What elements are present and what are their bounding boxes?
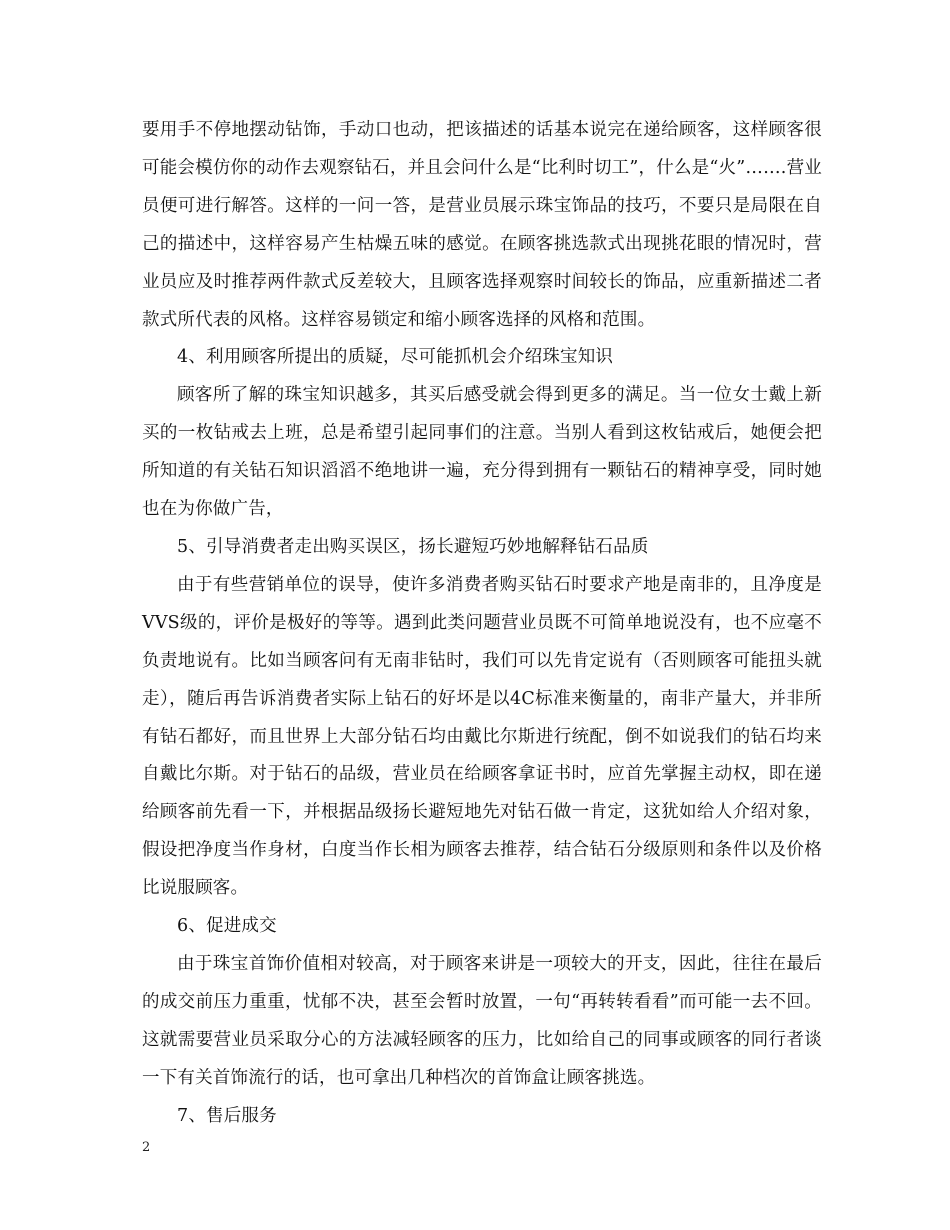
body-paragraph: 要用手不停地摆动钻饰，手动口也动，把该描述的话基本说完在递给顾客，这样顾客很可能会模仿你的动作去观察钻石，并且会问什么是“比利时切工”，什么是“火”…….营业员便可进行解答。这样的一问一答，是营业员展示珠宝饰品的技巧，不要只是局限在自己的描述中，这样容易产生枯燥五味的感觉。在顾客挑选款式出现挑花眼的情况时，营业员应及时推荐两件款式反差较大，且顾客选择观察时间较长的饰品，应重新描述二者款式所代表的风格。这样容易锁定和缩小顾客选择的风格和范围。 (142, 120, 822, 330)
page-body (142, 112, 822, 1135)
body-paragraph: 顾客所了解的珠宝知识越多，其买后感受就会得到更多的满足。当一位女士戴上新买的一枚钻戒去上班，总是希望引起同事们的注意。当别人看到这枚钻戒后，她便会把所知道的有关钻石知识滔滔不绝地讲一遍，充分得到拥有一颗钻石的精神享受，同时她也在为你做广告， (142, 385, 822, 520)
section-heading: 5、引导消费者走出购买误区，扬长避短巧妙地解释钻石品质 (177, 536, 649, 557)
section-heading: 4、利用顾客所提出的质疑，尽可能抓机会介绍珠宝知识 (177, 347, 614, 368)
section-heading: 7、售后服务 (177, 1105, 277, 1126)
body-paragraph: 由于有些营销单位的误导，使许多消费者购买钻石时要求产地是南非的，且净度是VVS级的，评价是极好的等等。遇到此类问题营业员既不可简单地说没有，也不应毫不负责地说有。比如当顾客问有无南非钻时，我们可以先肯定说有（否则顾客可能扭头就走），随后再告诉消费者实际上钻石的好坏是以4C标准来衡量的，南非产量大，并非所有钻石都好，而且世界上大部分钻石均由戴比尔斯进行统配，倒不如说我们的钻石均来自戴比尔斯。对于钻石的品级，营业员在给顾客拿证书时，应首先掌握主动权，即在递给顾客前先看一下，并根据品级扬长避短地先对钻石做一肯定，这犹如给人介绍对象，假设把净度当作身材，白度当作长相为顾客去推荐，结合钻石分级原则和条件以及价格比说服顾客。 (142, 574, 822, 899)
page-number: 2 (142, 1140, 151, 1155)
body-paragraph: 由于珠宝首饰价值相对较高，对于顾客来讲是一项较大的开支，因此，往往在最后的成交前压力重重，忧郁不决，甚至会暂时放置，一句“再转转看看”而可能一去不回。这就需要营业员采取分心的方法减轻顾客的压力，比如给自己的同事或顾客的同行者谈一下有关首饰流行的话，也可拿出几种档次的首饰盒让顾客挑选。 (142, 953, 822, 1088)
section-heading: 6、促进成交 (177, 916, 277, 937)
